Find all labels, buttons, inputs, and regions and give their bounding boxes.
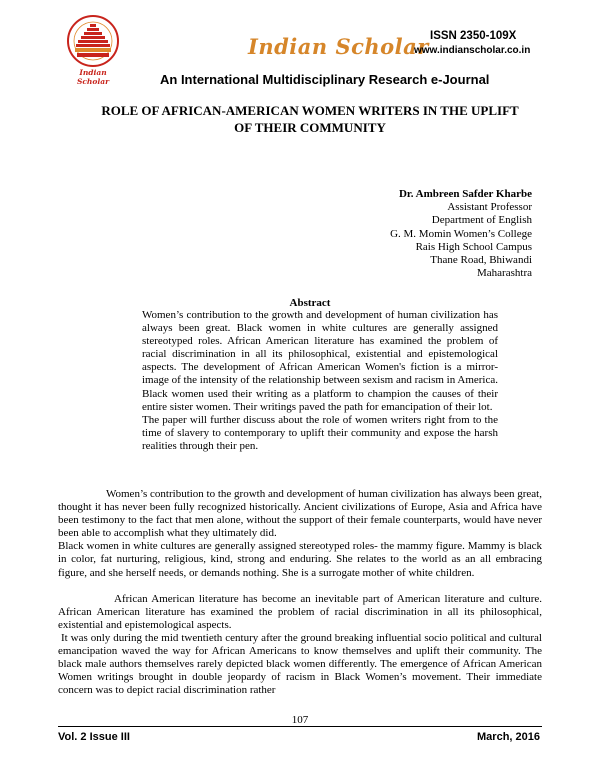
journal-name: Indian Scholar [248, 34, 429, 59]
paper-title [60, 102, 560, 136]
abstract-heading: Abstract [289, 297, 331, 309]
issn-number: ISSN 2350-109X [430, 30, 517, 42]
body-paragraph: African American literature has become an inevitable part of American literature and culture. African American literature has examined the problem of racial discrimination in all its philosophical, existential and epistemological aspects. [58, 592, 542, 631]
abstract-paragraph: Women’s contribution to the growth and development of human civilization has always been great. Black women in white cultures are generally assigned stereotyped roles. African American literature has examined the problem of racial discrimination in all its philosophical, existential and epistemological aspects. The development of African American Women's fiction is a mirror-image of the intensity of the relationship between sexism and racism in America. Black women used their writing as a platform to champion the causes of their entire sister women. Their writings paved the path for emancipation of their lot. [142, 309, 498, 413]
page-number: 107 [291, 714, 309, 726]
article-body [58, 488, 542, 697]
journal-logo [64, 14, 122, 86]
paper-title-line-1: ROLE OF AFRICAN-AMERICAN WOMEN WRITERS IN THE UPLIFT [101, 103, 519, 118]
body-paragraph: Women’s contribution to the growth and development of human civilization has always been great, thought it has never been fully recognized historically. Ancient civilizations of Europe, Asia and Africa have been testimony to the fact that men alone, without the support of their female counterparts, would have never been able to accomplish what they ultimately did. [58, 488, 542, 540]
volume-issue: Vol. 2 Issue III [58, 731, 130, 743]
author-affiliation-line: Maharashtra [477, 267, 532, 280]
author-affiliation-line: Assistant Professor [447, 201, 532, 214]
logo-text: Indian Scholar [76, 68, 110, 86]
author-affiliation-line: Department of English [431, 214, 532, 227]
author-affiliation-line: Thane Road, Bhiwandi [430, 254, 532, 267]
author-name: Dr. Ambreen Safder Kharbe [398, 188, 532, 200]
journal-website-link[interactable]: www.indianscholar.co.in [414, 45, 531, 56]
body-paragraph: It was only during the mid twentieth century after the ground breaking influential socio political and cultural emancipation waved the way for African Americans to know themselves and uplift their community. The black male authors themselves rarely depicted black women differently. The emergence of African American Women writings brought in double jeopardy of racism in Black Women’s movement. Their immediate concern was to depict racial discrimination rather [58, 631, 542, 697]
issue-date: March, 2016 [477, 731, 540, 743]
footer-divider [58, 726, 542, 727]
abstract-body [142, 309, 498, 453]
body-paragraph: Black women in white cultures are generally assigned stereotyped roles- the mammy figure. Mammy is black in color, fat nurturing, religious, kind, strong and enduring. She relates to the world as an all embracing figure, and she herself needs, or demands nothing. She is a surrogate mother of white children. [58, 540, 542, 579]
author-affiliation-line: Rais High School Campus [415, 240, 532, 253]
paper-title-line-2: OF THEIR COMMUNITY [234, 120, 386, 135]
author-affiliation-line: G. M. Momin Women’s College [390, 227, 532, 240]
journal-subtitle: An International Multidisciplinary Research e-Journal [160, 72, 490, 87]
abstract-paragraph: The paper will further discuss about the role of women writers right from to the time of slavery to contemporary to uplift their community and expose the harsh realities through their pen. [142, 413, 498, 452]
author-block [390, 188, 532, 280]
